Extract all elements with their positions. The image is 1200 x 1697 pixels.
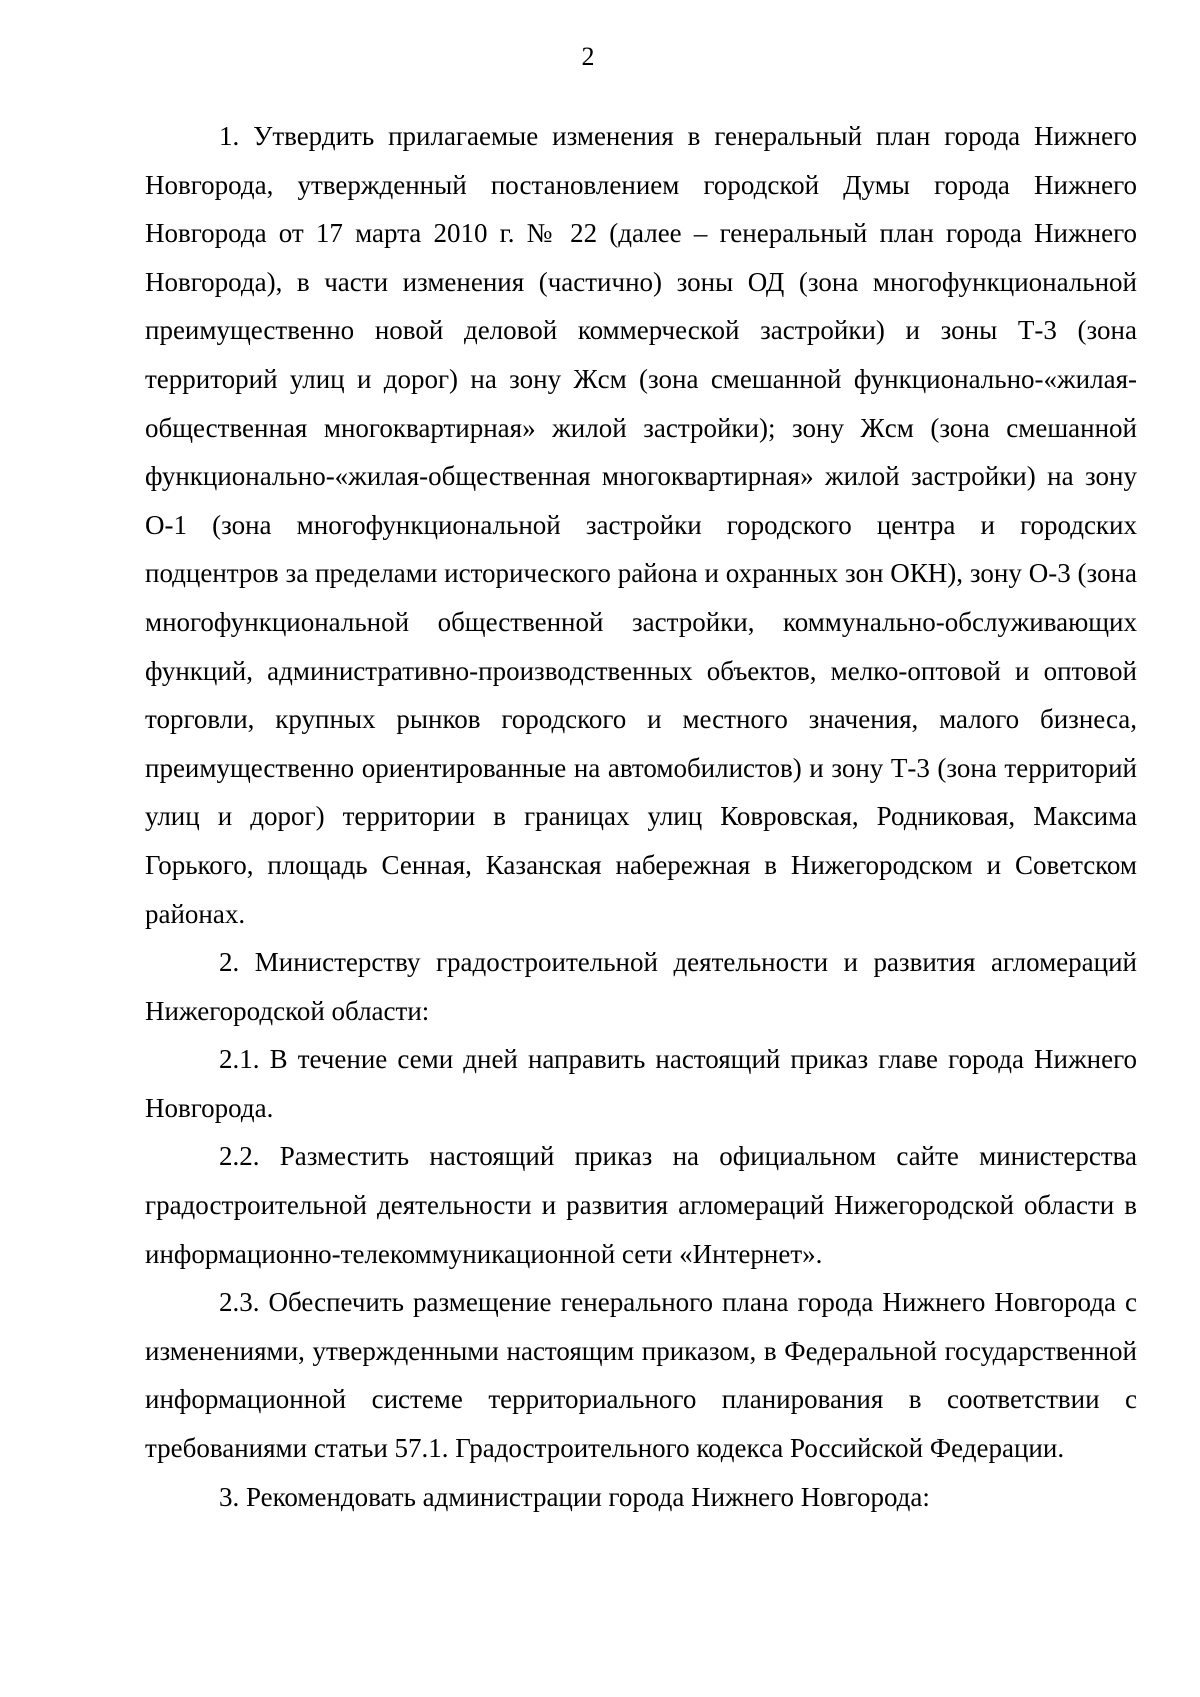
document-body xyxy=(145,112,1137,1521)
paragraph-2-2: 2.2. Разместить настоящий приказ на официальном сайте министерства градостроительной деятельности и развития агломераций Нижегородской области в информационно-телекоммуникационной сети «Интернет». xyxy=(145,1141,1137,1269)
page-number: 2 xyxy=(581,42,595,71)
paragraph-2-1: 2.1. В течение семи дней направить настоящий приказ главе города Нижнего Новгорода. xyxy=(145,1044,1137,1123)
paragraph-1: 1. Утвердить прилагаемые изменения в генеральный план города Нижнего Новгорода, утвержденный постановлением городской Думы города Нижнего Новгорода от 17 марта 2010 г. № 22 (далее – генеральный план города Нижнего Новгорода), в части изменения (частично) зоны ОД (зона многофункциональной преимущественно новой деловой коммерческой застройки) и зоны Т-3 (зона территорий улиц и дорог) на зону Жсм (зона смешанной функционально-«жилая-общественная многоквартирная» жилой застройки); зону Жсм (зона смешанной функционально-«жилая-общественная многоквартирная» жилой застройки) на зону О-1 (зона многофункциональной застройки городского центра и городских подцентров за пределами исторического района и охранных зон ОКН), зону О-3 (зона многофункциональной общественной застройки, коммунально-обслуживающих функций, административно-производственных объектов, мелко-оптовой и оптовой торговли, крупных рынков городского и местного значения, малого бизнеса, преимущественно ориентированные на автомобилистов) и зону Т-3 (зона территорий улиц и дорог) территории в границах улиц Ковровская, Родниковая, Максима Горького, площадь Сенная, Казанская набережная в Нижегородском и Советском районах. xyxy=(145,121,1137,929)
paragraph-2-3: 2.3. Обеспечить размещение генерального плана города Нижнего Новгорода с изменениями, утвержденными настоящим приказом, в Федеральной государственной информационной системе территориального планирования в соответствии с требованиями статьи 57.1. Градостроительного кодекса Российской Федерации. xyxy=(145,1287,1137,1464)
paragraph-3: 3. Рекомендовать администрации города Нижнего Новгорода: xyxy=(219,1481,930,1512)
paragraph-2: 2. Министерству градостроительной деятельности и развития агломераций Нижегородской области: xyxy=(145,947,1137,1026)
